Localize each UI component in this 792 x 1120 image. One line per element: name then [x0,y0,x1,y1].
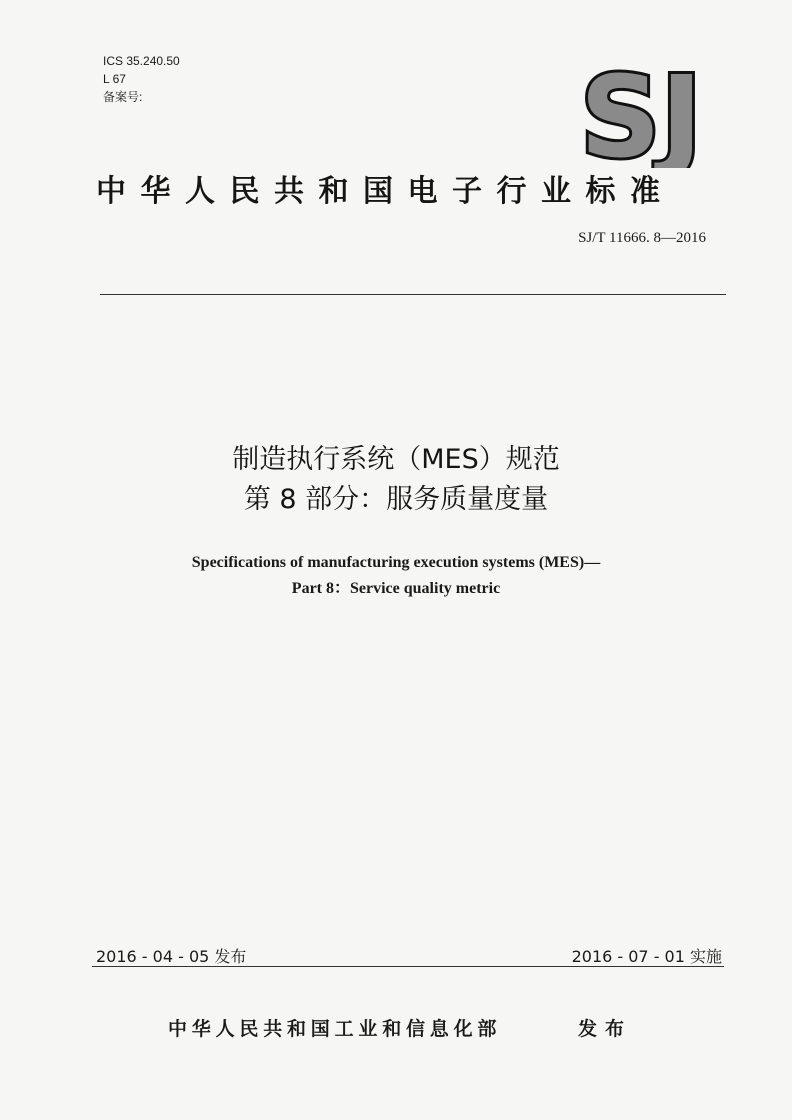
top-divider [100,294,726,295]
issuing-authority: 中华人民共和国工业和信息化部 [168,1018,502,1040]
english-title-line-1: Specifications of manufacturing execution systems (MES)— [191,554,601,571]
ccs-code: L 67 [103,72,126,86]
record-number-label: 备案号: [103,90,143,104]
issue-verb: 发布 [578,1018,633,1040]
classification-block [103,52,180,106]
sj-logo-graphic [578,68,728,168]
english-title-line-2: Part 8：Service quality metric [291,580,501,597]
chinese-title [0,440,792,520]
chinese-title-line-2: 第 8 部分：服务质量度量 [243,484,549,515]
sj-logo [578,68,728,168]
english-title [0,550,792,602]
bottom-divider [92,966,724,967]
issue-date: 2016 - 04 - 05 发布 [96,947,247,966]
standard-code: SJ/T 11666. 8—2016 [578,230,706,246]
chinese-title-line-1: 制造执行系统（MES）规范 [232,444,560,475]
implementation-date: 2016 - 07 - 01 实施 [571,947,722,966]
ics-code: ICS 35.240.50 [103,54,180,68]
sj-logo-text: SJ [580,68,703,168]
standard-category: 中华人民共和国电子行业标准 [96,174,675,209]
